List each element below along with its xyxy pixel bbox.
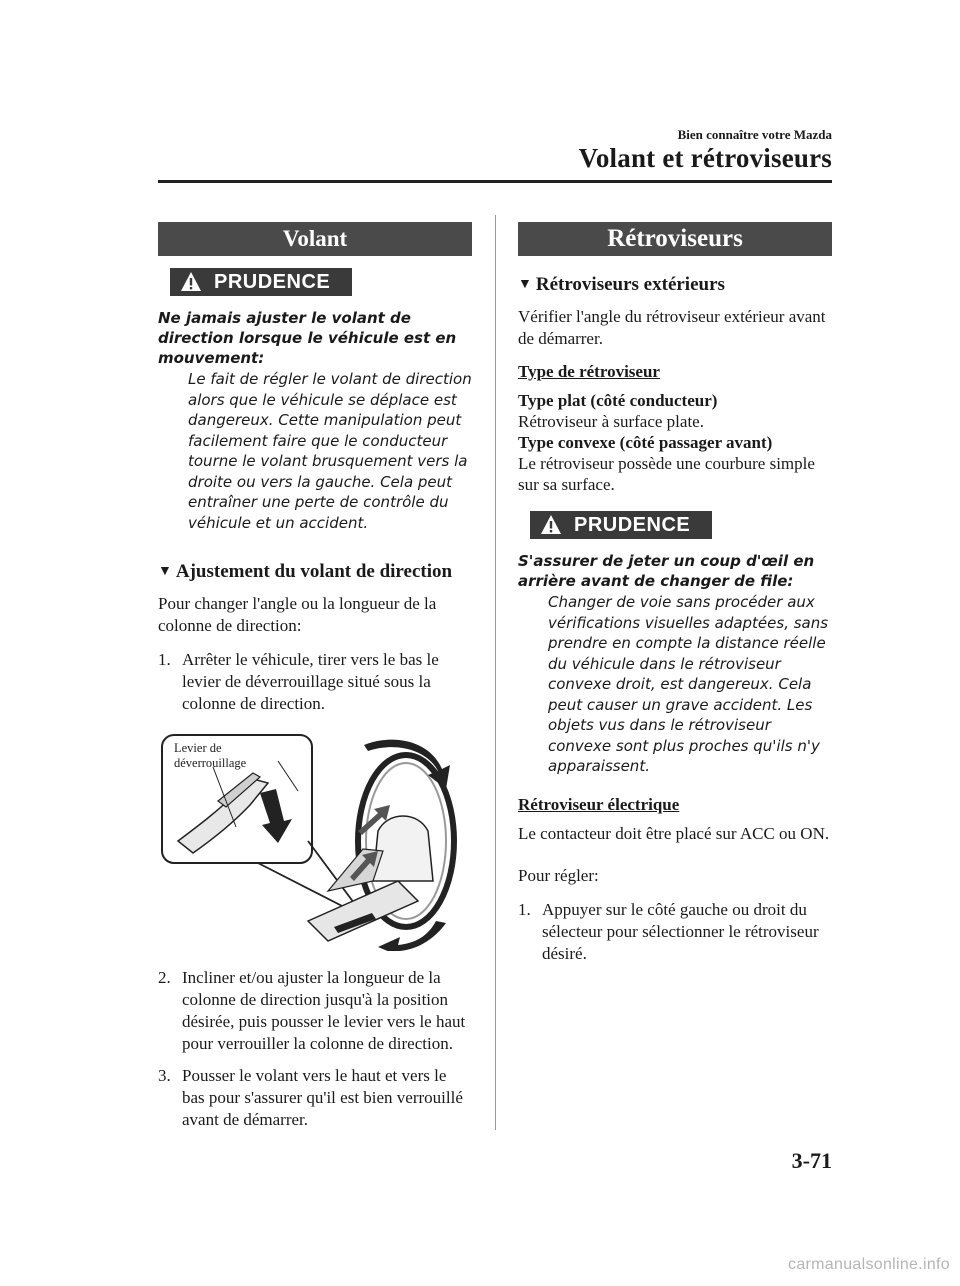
prudence-label: PRUDENCE <box>214 271 331 293</box>
section-title-volant: Volant <box>158 222 472 256</box>
type-flat-desc: Rétroviseur à surface plate. <box>518 412 704 431</box>
triangle-down-icon: ▼ <box>518 277 532 292</box>
adjust-intro: Pour régler: <box>518 865 599 885</box>
header-title: Volant et rétroviseurs <box>578 143 832 173</box>
electric-heading: Rétroviseur électrique <box>518 794 680 814</box>
column-divider <box>495 215 496 1130</box>
type-convex-label: Type convexe (côté passager avant) <box>518 433 773 452</box>
left-column <box>158 222 472 1141</box>
header-rule <box>158 180 832 183</box>
intro-text: Pour changer l'angle ou la longueur de la colonne de direction: <box>158 594 437 635</box>
watermark: carmanualsonline.info <box>788 1256 950 1273</box>
warning-triangle-icon <box>180 271 202 293</box>
triangle-down-icon: ▼ <box>158 564 172 579</box>
steering-column-figure <box>158 731 472 951</box>
type-heading: Type de rétroviseur <box>518 362 660 381</box>
subheading-ajustement: ▼ Ajustement du volant de direction <box>158 561 453 582</box>
list-item: 3. Pousser le volant vers le haut et vers le bas pour s'assurer qu'il est bien verrouillé avant de démarrer. <box>158 1066 463 1129</box>
list-item: 2. Incliner et/ou ajuster la longueur de la colonne de direction jusqu'à la position désirée, puis pousser le levier vers le haut pour verrouiller la colonne de direction. <box>158 968 466 1053</box>
intro-text: Vérifier l'angle du rétroviseur extérieur avant de démarrer. <box>518 307 826 348</box>
warning-body: Changer de voie sans procéder aux vérifications visuelles adaptées, sans prendre en compte la distance réelle du véhicule dans le rétroviseur convexe droit, est dangereux. Cela peut causer un grave accident. Les objets vus dans le rétroviseur convexe sont plus proches qu'ils n'y apparaissent. <box>548 593 829 775</box>
prudence-badge <box>530 511 712 539</box>
figure-label: Levier de déverrouillage <box>174 741 247 770</box>
list-item: 1. Arrêter le véhicule, tirer vers le bas le levier de déverrouillage situé sous la colonne de direction. <box>158 650 439 713</box>
warning-lead: S'assurer de jeter un coup d'œil en arrière avant de changer de file: <box>518 552 815 590</box>
section-title-retroviseurs: Rétroviseurs <box>518 222 832 256</box>
warning-triangle-icon <box>540 514 562 536</box>
warning-lead: Ne jamais ajuster le volant de direction lorsque le véhicule est en mouvement: <box>158 309 457 367</box>
type-convex-desc: Le rétroviseur possède une courbure simple sur sa surface. <box>518 454 815 494</box>
prudence-badge <box>170 268 352 296</box>
right-column <box>518 222 832 975</box>
page-number: 3-71 <box>791 1148 832 1173</box>
prudence-label: PRUDENCE <box>574 514 691 536</box>
warning-body: Le fait de régler le volant de direction alors que le véhicule se déplace est dangereux. Cette manipulation peut facilement faire que le conducteur tourne le volant brusquement vers la droite ou vers la gauche. Cela peut entraîner une perte de contrôle du véhicule et un accident. <box>188 370 472 532</box>
list-item: 1. Appuyer sur le côté gauche ou droit du sélecteur pour sélectionner le rétroviseur désiré. <box>518 899 819 963</box>
type-flat-label: Type plat (côté conducteur) <box>518 391 718 410</box>
subheading-retroviseurs-exterieurs: ▼ Rétroviseurs extérieurs <box>518 274 725 295</box>
header-chapter: Bien connaître votre Mazda <box>677 127 832 142</box>
electric-intro: Le contacteur doit être placé sur ACC ou ON. <box>518 823 830 843</box>
